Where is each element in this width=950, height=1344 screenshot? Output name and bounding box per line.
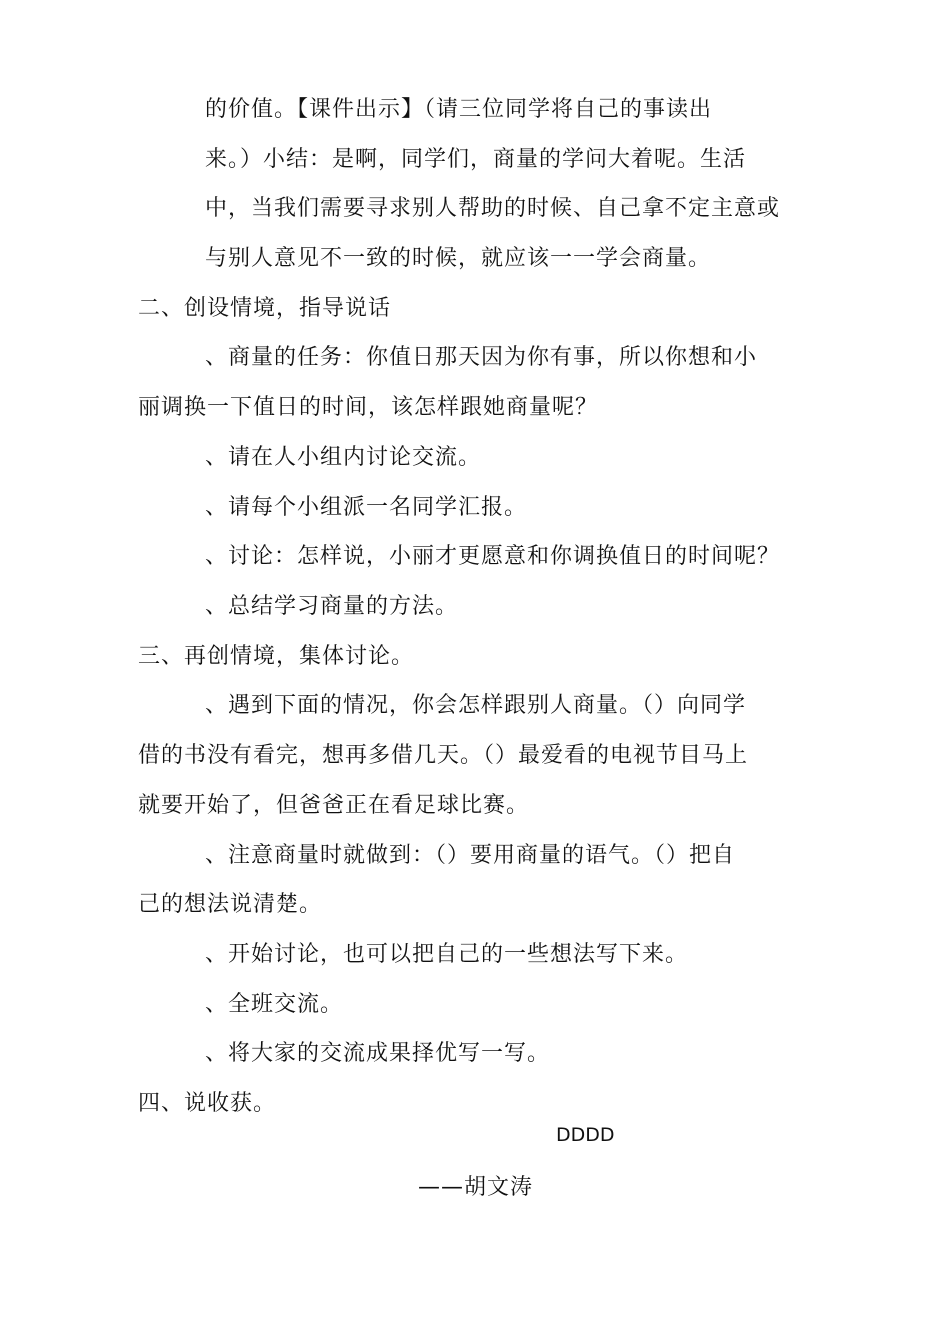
list-item: 、总结学习商量的方法。 — [205, 594, 459, 619]
paragraph-line: 的价值。【课件出示】（请三位同学将自己的事读出 — [205, 97, 713, 122]
paragraph-line: 与别人意见不一致的时候，就应该一一学会商量。 — [205, 246, 712, 271]
list-item: 、将大家的交流成果择优写一写。 — [205, 1041, 551, 1066]
list-item: 、请在人小组内讨论交流。 — [205, 445, 482, 470]
list-item: 、讨论：怎样说，小丽才更愿意和你调换值日的时间呢？ — [205, 544, 781, 569]
author-signature: ——胡文涛 — [418, 1175, 534, 1200]
list-item: 、全班交流。 — [205, 992, 344, 1017]
paragraph-line: 来。）小结：是啊，同学们，商量的学问大着呢。生活 — [205, 147, 747, 172]
list-item: 、注意商量时就做到：（）要用商量的语气。（）把自 — [205, 843, 736, 868]
footer-code: DDDD — [556, 1124, 615, 1146]
paragraph-line: 就要开始了，但爸爸正在看足球比赛。 — [138, 793, 530, 818]
paragraph-line: 丽调换一下值日的时间，该怎样跟她商量呢？ — [138, 395, 599, 420]
section-heading: 三、再创情境，集体讨论。 — [138, 644, 415, 669]
paragraph-line: 己的想法说清楚。 — [138, 892, 323, 917]
paragraph-line: 借的书没有看完，想再多借几天。（）最爱看的电视节目马上 — [138, 743, 749, 768]
list-item: 、遇到下面的情况，你会怎样跟别人商量。（）向同学 — [205, 693, 747, 718]
section-heading: 四、说收获。 — [138, 1091, 277, 1116]
section-heading: 二、创设情境，指导说话 — [138, 296, 392, 321]
list-item: 、请每个小组派一名同学汇报。 — [205, 495, 528, 520]
paragraph-line: 中，当我们需要寻求别人帮助的时候、自己拿不定主意或 — [205, 196, 781, 221]
list-item: 、开始讨论，也可以把自己的一些想法写下来。 — [205, 942, 689, 967]
paragraph-line: 、商量的任务：你值日那天因为你有事，所以你想和小 — [205, 345, 758, 370]
